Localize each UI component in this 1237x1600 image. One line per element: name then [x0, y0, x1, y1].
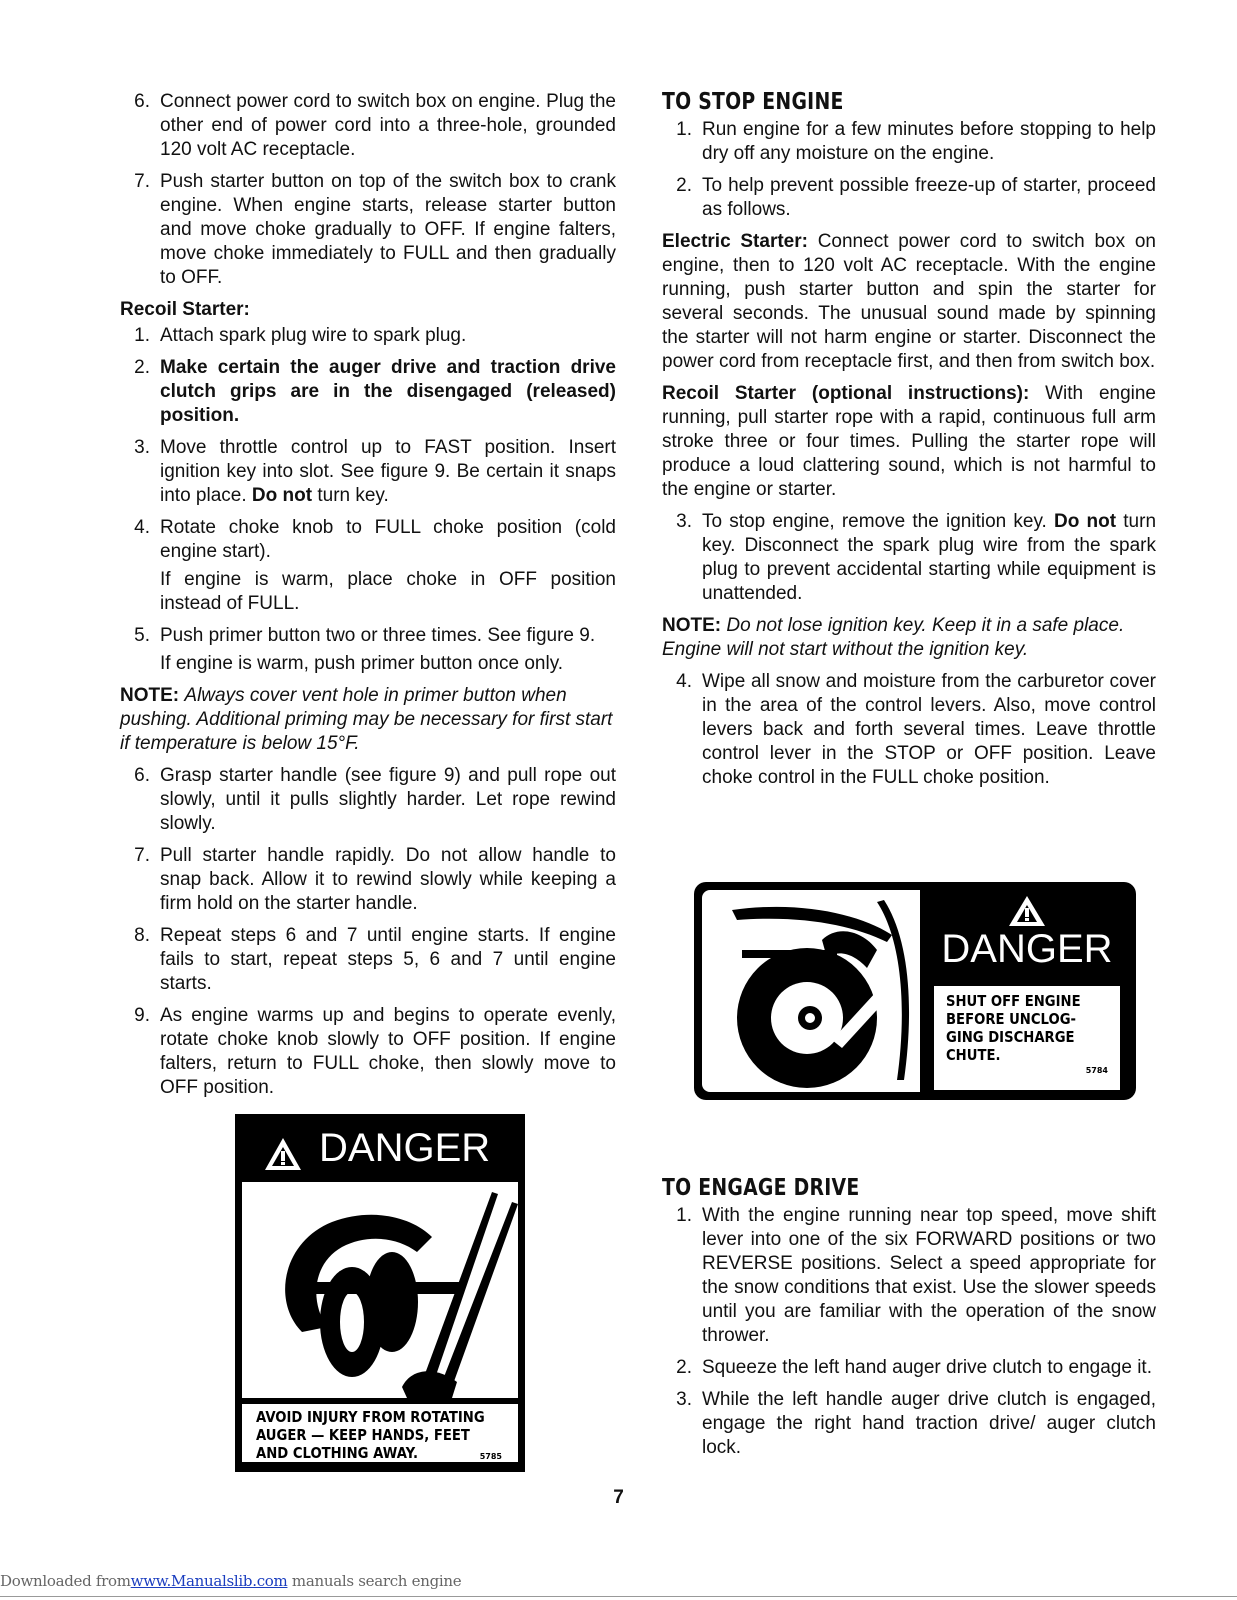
engage-drive-heading: TO ENGAGE DRIVE [662, 1175, 860, 1201]
danger-sign-auger [235, 1114, 525, 1472]
list-item: 7. Push starter button on top of the switch box to crank engine. When engine starts, release starter button and move choke gradually to OFF. If engine falters, move choke immediately to FULL and then gradually to OFF. [134, 171, 616, 288]
list-item: 9. As engine warms up and begins to operate evenly, rotate choke knob slowly to OFF position. If engine falters, return to FULL choke, then slowly move to OFF position. [134, 1005, 616, 1098]
rotating-auger-hand-icon [242, 1182, 518, 1398]
danger-sign-chute [694, 882, 1136, 1100]
list-item: 3. To stop engine, remove the ignition key. Do not turn key. Disconnect the spark plug wire from the spark plug to prevent accidental starting while equipment is unattended. [676, 511, 1157, 604]
stop-engine-step-3 [662, 510, 1156, 606]
list-item: 1. Attach spark plug wire to spark plug. [134, 325, 467, 346]
list-item: 4. Rotate choke knob to FULL choke position (cold engine start). If engine is warm, place choke in OFF position instead of FULL. [134, 517, 616, 614]
stop-engine-step-4 [662, 670, 1156, 790]
danger-header [926, 890, 1128, 974]
list-item: 7. Pull starter handle rapidly. Do not allow handle to snap back. Allow it to rewind slowly while keeping a firm hold on the starter handle. [134, 845, 616, 914]
danger-word: DANGER [941, 927, 1113, 971]
list-item: 3. While the left handle auger drive clutch is engaged, engage the right hand traction drive/ auger clutch lock. [676, 1389, 1156, 1458]
engine-start-steps [120, 90, 616, 290]
footer-divider [0, 1596, 1237, 1597]
discharge-chute-hand-icon [702, 890, 920, 1092]
primer-note: NOTE: Always cover vent hole in primer button when pushing. Additional priming may be necessary for first start if temperature is below 15°F. [120, 685, 613, 754]
list-item: 4. Wipe all snow and moisture from the carburetor cover in the area of the control levers. Also, move control levers back and forth several times. Leave throttle control lever in the STOP or OFF position. Leave choke control in the FULL choke position. [676, 671, 1156, 788]
left-column [120, 90, 616, 1108]
danger-word: DANGER [319, 1126, 491, 1170]
chute-pictogram [702, 890, 920, 1092]
list-item: 3. Move throttle control up to FAST position. Insert ignition key into slot. See figure 9. Be certain it snaps into place. Do not turn key. [134, 437, 616, 506]
stop-engine-steps [662, 118, 1156, 222]
list-item: 1. Run engine for a few minutes before stopping to help dry off any moisture on the engine. [676, 119, 1156, 164]
list-item: 6. Grasp starter handle (see figure 9) and pull rope out slowly, until it pulls slightly harder. Let rope rewind slowly. [134, 765, 616, 834]
danger-header [235, 1124, 525, 1174]
sign-code: 5785 [479, 1452, 502, 1461]
warning-triangle-icon [263, 1136, 303, 1172]
engage-drive-steps [662, 1204, 1156, 1460]
list-item: 1. With the engine running near top speed, move shift lever into one of the six FORWARD positions or two REVERSE positions. Select a speed appropriate for the snow conditions that exist. Use the slower speeds until you are familiar with the operation of the snow thrower. [676, 1205, 1156, 1346]
recoil-starter-steps [120, 324, 616, 676]
recoil-starter-steps-continued [120, 764, 616, 1100]
recoil-starter-heading: Recoil Starter: [120, 299, 250, 320]
list-item: 2. To help prevent possible freeze-up of starter, proceed as follows. [676, 175, 1156, 220]
electric-starter-paragraph: Electric Starter: Connect power cord to switch box on engine, then to 120 volt AC receptacle. With the engine running, push starter button and spin the starter for several seconds. The unusual sound made by spinning the starter will not harm engine or starter. Disconnect the power cord from receptacle first, and then from switch box. [662, 231, 1156, 372]
manualslib-link[interactable]: www.Manualslib.com [130, 1572, 288, 1590]
list-item: 5. Push primer button two or three times. See figure 9. If engine is warm, push primer button once only. [134, 625, 596, 674]
list-item: 6. Connect power cord to switch box on engine. Plug the other end of power cord into a three-hole, grounded 120 volt AC receptacle. [134, 91, 616, 160]
stop-engine-heading: TO STOP ENGINE [662, 89, 844, 115]
list-item: 2. Squeeze the left hand auger drive clutch to engage it. [676, 1357, 1152, 1378]
recoil-optional-paragraph: Recoil Starter (optional instructions): With engine running, pull starter rope with a rapid, continuous full arm stroke three or four times. Pulling the starter rope will produce a loud clattering sound, which is not harmful to the engine or starter. [662, 383, 1156, 500]
list-item: 8. Repeat steps 6 and 7 until engine starts. If engine fails to start, repeat steps 5, 6 and 7 until engine starts. [134, 925, 616, 994]
auger-pictogram [242, 1182, 518, 1398]
danger-caption: SHUT OFF ENGINE BEFORE UNCLOG- GING DISCHARGE CHUTE. 5784 [934, 986, 1120, 1090]
right-column [662, 90, 1156, 1468]
list-item: 2. Make certain the auger drive and traction drive clutch grips are in the disengaged (released) position. [134, 357, 616, 426]
warning-triangle-icon [1007, 894, 1047, 928]
danger-caption: AVOID INJURY FROM ROTATING AUGER — KEEP HANDS, FEET AND CLOTHING AWAY. 5785 [242, 1404, 518, 1462]
ignition-key-note: NOTE: Do not lose ignition key. Keep it in a safe place. Engine will not start without the ignition key. [662, 615, 1125, 660]
page-number: 7 [613, 1487, 624, 1508]
download-footer: Downloaded fromwww.Manualslib.com manuals search engine [0, 1572, 462, 1590]
sign-code: 5784 [1085, 1066, 1108, 1075]
